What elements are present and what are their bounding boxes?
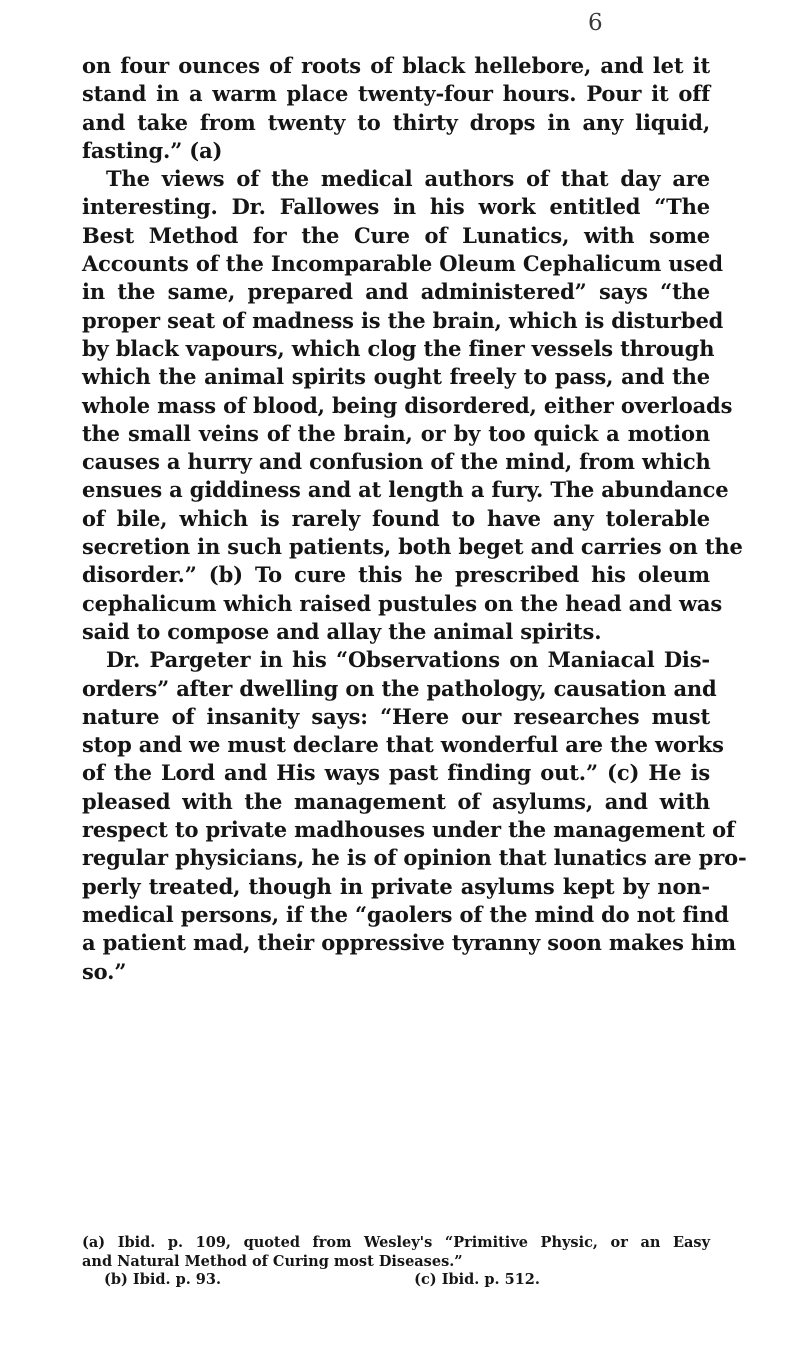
text-line: and take from twenty to thirty drops in any liquid, — [82, 109, 710, 135]
footnote-row — [82, 1271, 710, 1290]
text-line: perly treated, though in private asylums kept by non- — [82, 873, 710, 899]
text-line: the small veins of the brain, or by too quick a motion — [82, 420, 710, 446]
text-line: on four ounc​es of roots of black hellebore, and let it — [82, 53, 710, 78]
text-line: medical persons, if the “gaolers of the mind do not find — [82, 901, 729, 927]
text-line: by black vapours, which clog the finer vessels through — [82, 335, 715, 361]
text-line: stand in a warm place twenty-four hours. Pour it off — [82, 81, 710, 107]
footnote-a-line-2: and Natural Method of Curing most Diseases.” — [82, 1252, 463, 1270]
text-line: ensues a giddiness and at length a fury. The abundance — [82, 477, 729, 503]
text-line: said to compose and allay the animal spirits. — [82, 618, 602, 644]
text-line: interesting. Dr. Fallowes in his work entitled “The — [82, 194, 710, 220]
text-line: which the animal spirits ought freely to pass, and the — [82, 364, 710, 390]
text-line: Accounts of the Incomparable Oleum Cephalicum used — [82, 251, 723, 277]
text-line: Best Method for the Cure of Lunatics, with some — [82, 222, 710, 248]
body-text — [82, 52, 747, 986]
text-line: fasting.” (a) — [82, 137, 223, 163]
text-line: stop and we must declare that wonderful are the works — [82, 732, 724, 758]
text-line: whole mass of blood, being disordered, either overloads — [82, 392, 733, 418]
text-line: nature of insanity says: “Here our researches must — [82, 703, 710, 729]
text-line: causes a hurry and confusion of the mind, from which — [82, 449, 711, 475]
text-line: secretion in such patients, both beget and carries on the — [82, 534, 743, 560]
text-line: Dr. Pargeter in his “Observations on Maniacal Dis- — [106, 647, 710, 673]
text-line: respect to private madhouses under the management of — [82, 817, 735, 843]
text-line: so.” — [82, 958, 127, 984]
text-line: of bile, which is rarely found to have any tolerable — [82, 505, 710, 531]
text-line: orders” after dwelling on the pathology, causation and — [82, 675, 717, 701]
text-line: regular physicians, he is of opinion that lunatics are pro- — [82, 845, 747, 871]
footnote-a-line-1: (a) Ibid. p. 1​09, quoted from Wesley's “Primitive Physic, or an Easy — [82, 1234, 710, 1251]
text-line: disorder.” (b) To cure this he prescribed his oleum — [82, 562, 710, 588]
text-line: of the Lord and His ways past finding out.” (c) He is — [82, 760, 710, 786]
text-line: in the same, prepared and administered” says “the — [82, 279, 710, 305]
text-line: proper seat of madness is the brain, which is disturbed — [82, 307, 724, 333]
page-number: 6 — [588, 10, 603, 36]
text-line: The views of the medical authors of that day are — [106, 166, 710, 192]
footnotes — [82, 1234, 710, 1290]
footnote-c: (c) Ibid. p. 512. — [414, 1271, 540, 1288]
text-line: pleased with the management of asylums, and with — [82, 788, 710, 814]
text-line: a patient mad, their oppressive tyranny soon makes him — [82, 930, 736, 956]
text-line: cephalicum which raised pustules on the head and was — [82, 590, 723, 616]
footnote-b: (b) Ibid. p. 93. — [104, 1271, 222, 1288]
